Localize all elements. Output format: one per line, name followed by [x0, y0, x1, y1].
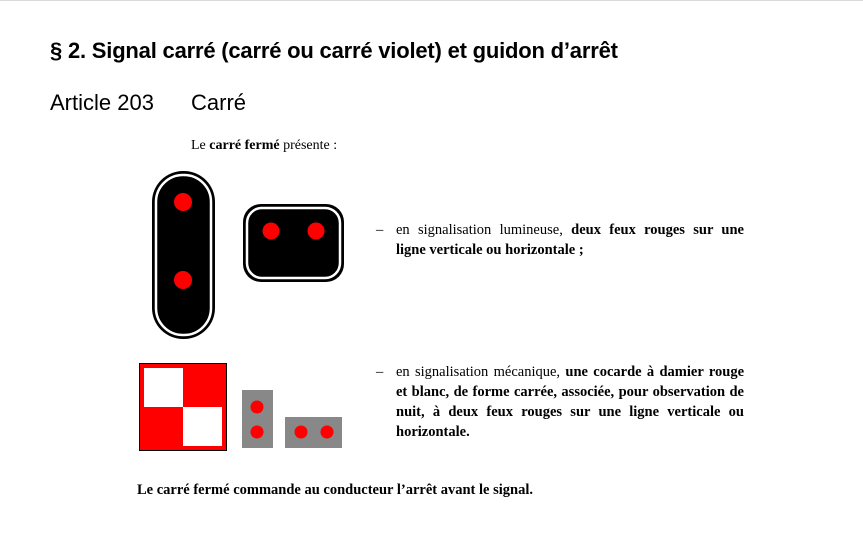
list-item-text: [396, 362, 744, 442]
signal-vertical-icon: [152, 171, 215, 339]
section-title: § 2. Signal carré (carré ou carré violet) et guidon d’arrêt: [50, 38, 618, 63]
item-bold: deux feux rouges sur une ligne verticale ou horizontale: [396, 222, 744, 258]
intro-bold: carré fermé: [209, 138, 280, 153]
lamp-vertical-icon: [242, 390, 273, 448]
list-dash: –: [376, 222, 384, 238]
article-number: Article 203: [50, 90, 154, 115]
red-lamp-icon: [174, 271, 192, 289]
lamp-horizontal-icon: [285, 417, 342, 448]
list-item: [376, 362, 748, 446]
item-plain: en signalisation lumineuse,: [396, 222, 572, 238]
red-lamp-icon: [308, 223, 325, 240]
checkered-cocarde-icon: [139, 363, 227, 451]
item-after: ;: [575, 242, 584, 258]
item-bold: une cocarde à damier rouge et blanc, de forme carrée, associée, pour observation de nuit, à deux feux rouges sur une ligne verticale ou horizontale.: [396, 364, 745, 440]
red-lamp-icon: [263, 223, 280, 240]
item-plain: en signalisation mécanique,: [396, 364, 566, 380]
red-lamp-icon: [174, 193, 192, 211]
article-title: Carré: [191, 90, 247, 115]
intro-after: présente :: [279, 138, 338, 153]
list-dash: –: [376, 364, 384, 380]
list-item-text: [396, 220, 744, 260]
signal-horizontal-icon: [243, 204, 344, 282]
intro-before: Le: [191, 138, 210, 153]
list-item: [376, 220, 748, 264]
conclusion-text: Le carré fermé commande au conducteur l’arrêt avant le signal.: [137, 482, 533, 498]
